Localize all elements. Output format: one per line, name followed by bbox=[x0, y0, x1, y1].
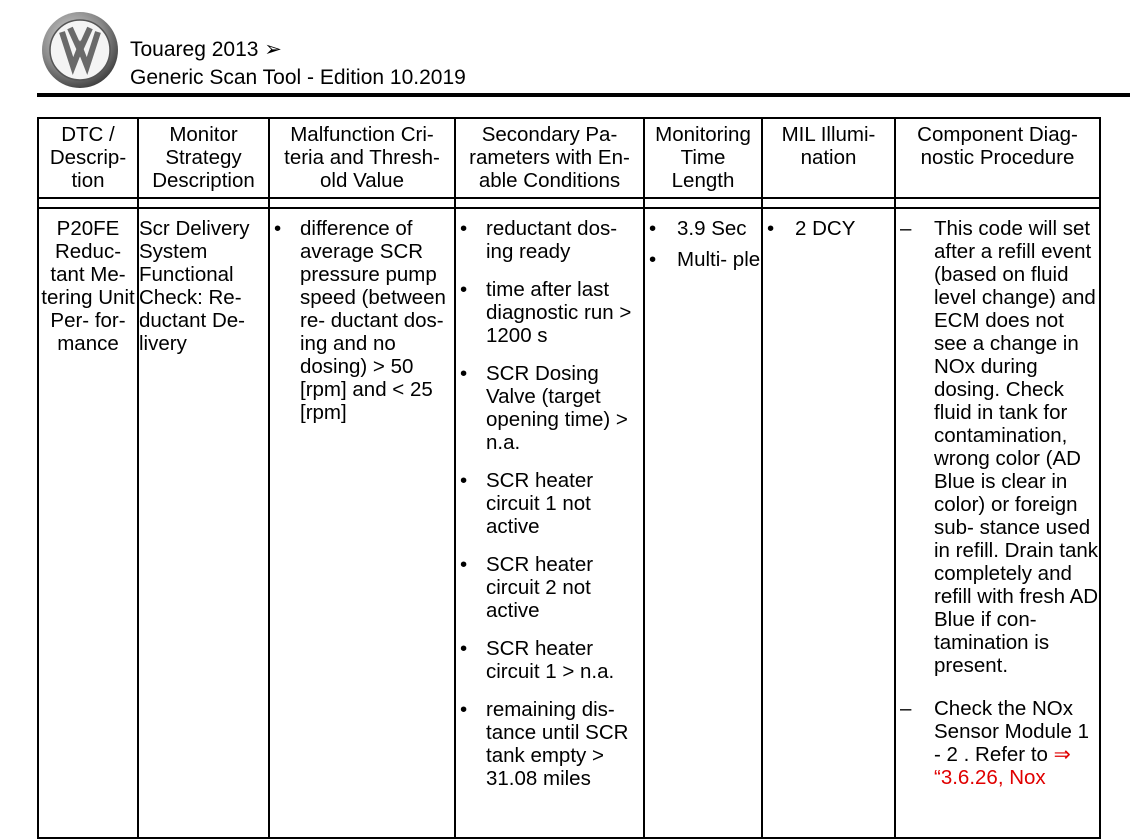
header-diagnostic-procedure: Component Diag- nostic Procedure bbox=[895, 118, 1100, 198]
procedure-step-text: Check the NOx Sensor Module 1 - 2 . Refer to bbox=[934, 697, 1089, 766]
table-header-row bbox=[38, 118, 1100, 198]
cell-dtc: P20FE Reduc- tant Me- tering Unit Per- for- mance bbox=[38, 208, 138, 838]
manual-title: Touareg 2013 ➢ bbox=[130, 38, 282, 61]
secondary-item: • reductant dos- ing ready bbox=[456, 217, 643, 263]
secondary-item: • SCR Dosing Valve (target opening time) > n.a. bbox=[456, 362, 643, 454]
mil-item: • 2 DCY bbox=[763, 217, 894, 240]
cell-diagnostic-procedure bbox=[895, 208, 1100, 838]
header-malfunction-criteria: Malfunction Cri- teria and Thresh- old Value bbox=[269, 118, 455, 198]
procedure-reference-link[interactable]: ⇒ “3.6.26, Nox bbox=[934, 743, 1071, 789]
table-row bbox=[38, 208, 1100, 838]
cell-monitor-strategy: Scr Delivery System Functional Check: Re- ductant De- livery bbox=[138, 208, 269, 838]
header-dtc: DTC / Descrip- tion bbox=[38, 118, 138, 198]
secondary-item: • SCR heater circuit 1 > n.a. bbox=[456, 637, 643, 683]
cell-monitoring-time bbox=[644, 208, 762, 838]
time-item: • Multi- ple bbox=[645, 248, 761, 271]
header-secondary-parameters: Secondary Pa- rameters with En- able Conditions bbox=[455, 118, 644, 198]
cell-malfunction-criteria bbox=[269, 208, 455, 838]
header-monitor-strategy: Monitor Strategy Description bbox=[138, 118, 269, 198]
manual-subtitle: Generic Scan Tool - Edition 10.2019 bbox=[130, 66, 466, 89]
secondary-item: • SCR heater circuit 2 not active bbox=[456, 553, 643, 622]
procedure-step: – This code will set after a refill event (based on fluid level change) and ECM does not see a change in NOx during dosing. Check fluid in tank for contamination, wrong color (AD Blue is clear in color) or foreign sub- stance used in refill. Drain tank completely and refill with fresh AD Blue if con- tamination is present. bbox=[896, 217, 1099, 677]
cell-secondary-parameters bbox=[455, 208, 644, 838]
secondary-item: • time after last diagnostic run > 1200 s bbox=[456, 278, 643, 347]
header-mil-illumination: MIL Illumi- nation bbox=[762, 118, 895, 198]
cell-mil-illumination bbox=[762, 208, 895, 838]
dtc-table bbox=[37, 117, 1101, 839]
header-monitoring-time: Monitoring Time Length bbox=[644, 118, 762, 198]
criteria-item: • difference of average SCR pressure pump speed (between re- ductant dos- ing and no dosing) > 50 [rpm] and < 25 [rpm] bbox=[270, 217, 454, 424]
page-header bbox=[0, 0, 1130, 100]
procedure-step bbox=[896, 697, 1099, 789]
secondary-item: • SCR heater circuit 1 not active bbox=[456, 469, 643, 538]
header-divider bbox=[37, 93, 1130, 97]
time-item: • 3.9 Sec bbox=[645, 217, 761, 240]
table-spacer-row bbox=[38, 198, 1100, 208]
secondary-item: • remaining dis- tance until SCR tank empty > 31.08 miles bbox=[456, 698, 643, 790]
vw-logo-icon bbox=[40, 10, 120, 90]
